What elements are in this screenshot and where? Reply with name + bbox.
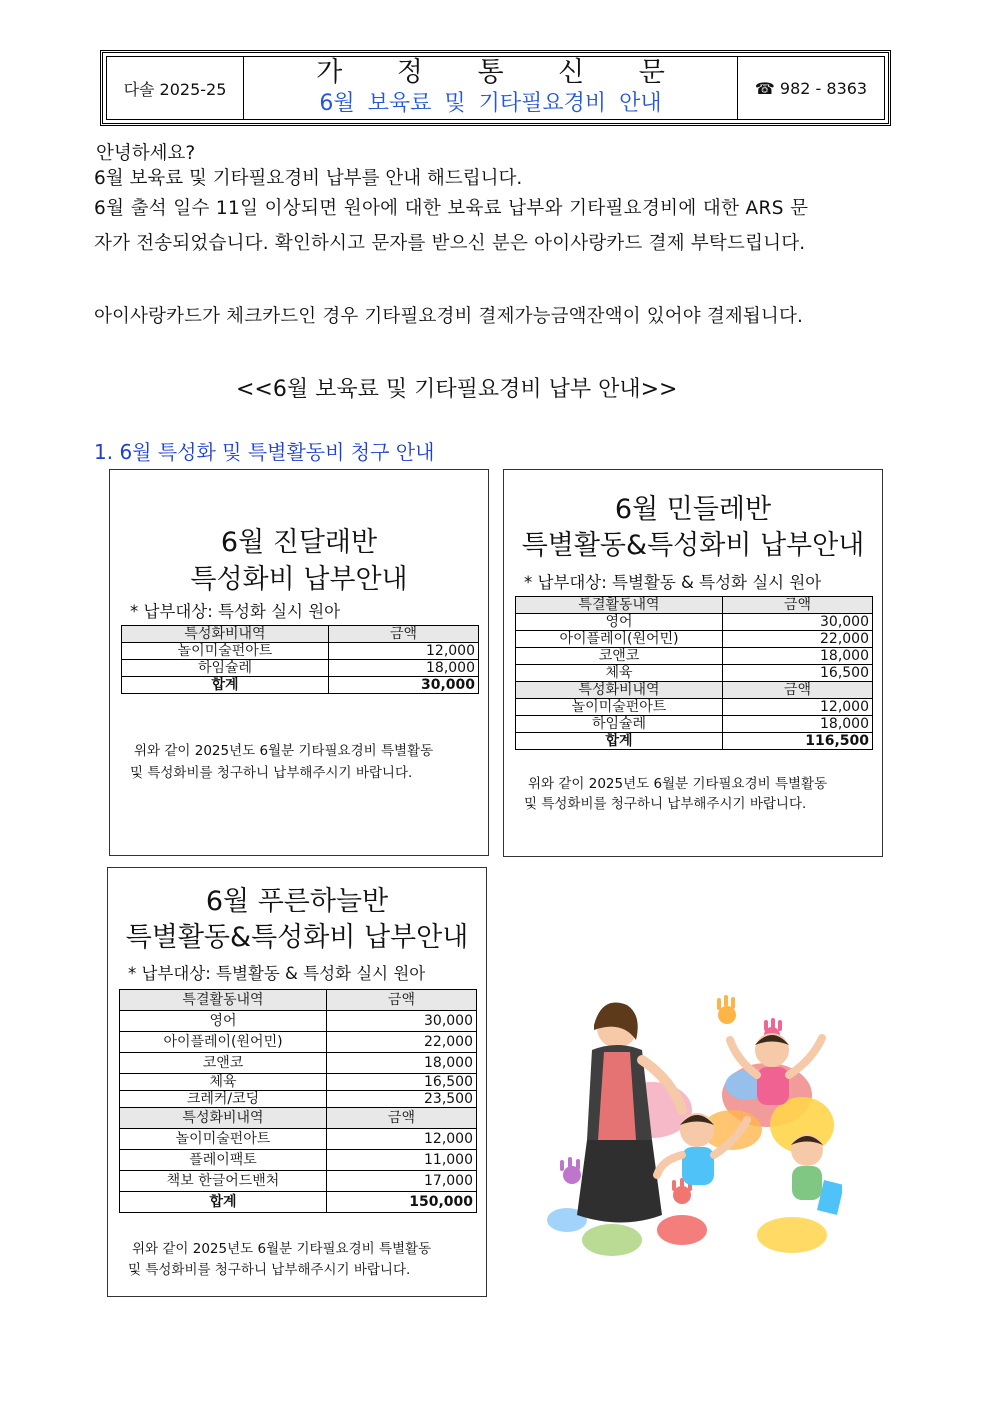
jindallae-note-1: 위와 같이 2025년도 6월분 기타필요경비 특별활동 bbox=[134, 743, 434, 759]
mindeulle-title-1: 6월 민들레반 bbox=[614, 494, 772, 525]
column-header-item: 특성화비내역 bbox=[120, 1108, 327, 1129]
jindallae-target: * 납부대상: 특성화 실시 원아 bbox=[130, 602, 341, 621]
total-amount: 150,000 bbox=[327, 1192, 477, 1213]
total-amount: 30,000 bbox=[329, 677, 479, 694]
intro-line-3: 자가 전송되었습니다. 확인하시고 문자를 받으신 분은 아이사랑카드 결제 부탁드립니다. bbox=[94, 233, 806, 254]
table-row bbox=[120, 1091, 477, 1108]
mindeulle-target: * 납부대상: 특별활동 & 특성화 실시 원아 bbox=[524, 573, 822, 592]
jindallae-notice-box bbox=[109, 469, 489, 856]
table-row bbox=[122, 643, 479, 660]
mindeulle-note-1: 위와 같이 2025년도 6월분 기타필요경비 특별활동 bbox=[528, 776, 828, 792]
pureunhaneul-note-1: 위와 같이 2025년도 6월분 기타필요경비 특별활동 bbox=[132, 1241, 432, 1257]
jindallae-note-2: 및 특성화비를 청구하니 납부해주시기 바랍니다. bbox=[130, 765, 413, 781]
column-header-amount: 금액 bbox=[327, 990, 477, 1011]
total-row bbox=[122, 677, 479, 694]
table-subheader-row bbox=[516, 682, 873, 699]
fee-amount: 18,000 bbox=[723, 648, 873, 665]
total-amount: 116,500 bbox=[723, 733, 873, 750]
fee-amount: 12,000 bbox=[329, 643, 479, 660]
fee-amount: 30,000 bbox=[327, 1011, 477, 1032]
pureunhaneul-title-1: 6월 푸른하늘반 bbox=[205, 886, 389, 917]
table-row bbox=[120, 1171, 477, 1192]
mother-children-painting-illustration bbox=[532, 990, 842, 1290]
column-header-item: 특결활동내역 bbox=[120, 990, 327, 1011]
column-header-amount: 금액 bbox=[329, 626, 479, 643]
table-row bbox=[516, 614, 873, 631]
main-heading: <<6월 보육료 및 기타필요경비 납부 안내>> bbox=[236, 377, 678, 402]
total-row bbox=[516, 733, 873, 750]
intro-line-2: 6월 출석 일수 11일 이상되면 원아에 대한 보육료 납부와 기타필요경비에 대한 ARS 문 bbox=[94, 198, 809, 219]
fee-item: 하임슐레 bbox=[516, 716, 723, 733]
table-subheader-row bbox=[120, 1108, 477, 1129]
table-row bbox=[120, 1053, 477, 1074]
fee-amount: 16,500 bbox=[723, 665, 873, 682]
page-subtitle: 6월 보육료 및 기타필요경비 안내 bbox=[319, 91, 662, 116]
fee-item: 놀이미술펀아트 bbox=[122, 643, 329, 660]
table-header-row bbox=[516, 597, 873, 614]
table-row bbox=[516, 716, 873, 733]
illustration-svg bbox=[532, 990, 842, 1290]
phone-number: ☎ 982 - 8363 bbox=[737, 57, 884, 119]
column-header-amount: 금액 bbox=[723, 682, 873, 699]
table-row bbox=[120, 1129, 477, 1150]
total-label: 합계 bbox=[120, 1192, 327, 1213]
column-header-item: 특성화비내역 bbox=[122, 626, 329, 643]
fee-amount: 11,000 bbox=[327, 1150, 477, 1171]
fee-item: 하임슐레 bbox=[122, 660, 329, 677]
pureunhaneul-notice-box bbox=[107, 867, 487, 1297]
intro-line-4: 아이사랑카드가 체크카드인 경우 기타필요경비 결제가능금액잔액이 있어야 결제됩니다. bbox=[94, 306, 803, 327]
pureunhaneul-title-2: 특별활동&특성화비 납부안내 bbox=[125, 922, 469, 953]
pureunhaneul-fee-table bbox=[119, 989, 477, 1213]
table-header-row bbox=[122, 626, 479, 643]
fee-item: 영어 bbox=[516, 614, 723, 631]
fee-item: 크레커/코딩 bbox=[120, 1091, 327, 1108]
total-label: 합계 bbox=[122, 677, 329, 694]
fee-amount: 12,000 bbox=[723, 699, 873, 716]
intro-line-1: 6월 보육료 및 기타필요경비 납부를 안내 해드립니다. bbox=[94, 168, 523, 189]
table-row bbox=[120, 1011, 477, 1032]
fee-item: 플레이팩토 bbox=[120, 1150, 327, 1171]
fee-item: 놀이미술펀아트 bbox=[120, 1129, 327, 1150]
total-label: 합계 bbox=[516, 733, 723, 750]
document-number: 다솔 2025-25 bbox=[107, 57, 244, 119]
jindallae-title-2: 특성화비 납부안내 bbox=[190, 564, 408, 595]
mindeulle-fee-table bbox=[515, 596, 873, 750]
mindeulle-title-2: 특별활동&특성화비 납부안내 bbox=[521, 530, 865, 561]
fee-item: 영어 bbox=[120, 1011, 327, 1032]
jindallae-fee-table bbox=[121, 625, 479, 694]
pureunhaneul-target: * 납부대상: 특별활동 & 특성화 실시 원아 bbox=[128, 964, 426, 983]
fee-amount: 18,000 bbox=[327, 1053, 477, 1074]
fee-amount: 18,000 bbox=[329, 660, 479, 677]
table-row bbox=[120, 1074, 477, 1091]
mindeulle-note-2: 및 특성화비를 청구하니 납부해주시기 바랍니다. bbox=[524, 796, 807, 812]
column-header-amount: 금액 bbox=[723, 597, 873, 614]
fee-amount: 30,000 bbox=[723, 614, 873, 631]
page-title: 가 정 통 신 문 bbox=[316, 57, 688, 88]
jindallae-title-1: 6월 진달래반 bbox=[220, 527, 378, 558]
fee-item: 책보 한글어드밴처 bbox=[120, 1171, 327, 1192]
fee-item: 아이플레이(원어민) bbox=[516, 631, 723, 648]
total-row bbox=[120, 1192, 477, 1213]
fee-item: 코앤코 bbox=[120, 1053, 327, 1074]
fee-amount: 23,500 bbox=[327, 1091, 477, 1108]
table-row bbox=[516, 648, 873, 665]
column-header-amount: 금액 bbox=[327, 1108, 477, 1129]
table-row bbox=[516, 631, 873, 648]
fee-amount: 18,000 bbox=[723, 716, 873, 733]
pureunhaneul-note-2: 및 특성화비를 청구하니 납부해주시기 바랍니다. bbox=[128, 1262, 411, 1278]
fee-amount: 17,000 bbox=[327, 1171, 477, 1192]
table-row bbox=[516, 665, 873, 682]
column-header-item: 특결활동내역 bbox=[516, 597, 723, 614]
table-row bbox=[122, 660, 479, 677]
table-row bbox=[516, 699, 873, 716]
mindeulle-notice-box bbox=[503, 469, 883, 857]
fee-item: 체육 bbox=[516, 665, 723, 682]
fee-item: 아이플레이(원어민) bbox=[120, 1032, 327, 1053]
fee-amount: 16,500 bbox=[327, 1074, 477, 1091]
fee-item: 코앤코 bbox=[516, 648, 723, 665]
table-row bbox=[120, 1032, 477, 1053]
greeting: 안녕하세요? bbox=[96, 143, 196, 164]
fee-item: 체육 bbox=[120, 1074, 327, 1091]
table-header-row bbox=[120, 990, 477, 1011]
table-row bbox=[120, 1150, 477, 1171]
header-title-block bbox=[244, 57, 737, 119]
column-header-item: 특성화비내역 bbox=[516, 682, 723, 699]
section-1-title: 1. 6월 특성화 및 특별활동비 청구 안내 bbox=[94, 440, 435, 464]
fee-amount: 22,000 bbox=[723, 631, 873, 648]
fee-item: 놀이미술펀아트 bbox=[516, 699, 723, 716]
fee-amount: 22,000 bbox=[327, 1032, 477, 1053]
newsletter-header bbox=[100, 50, 891, 126]
fee-amount: 12,000 bbox=[327, 1129, 477, 1150]
